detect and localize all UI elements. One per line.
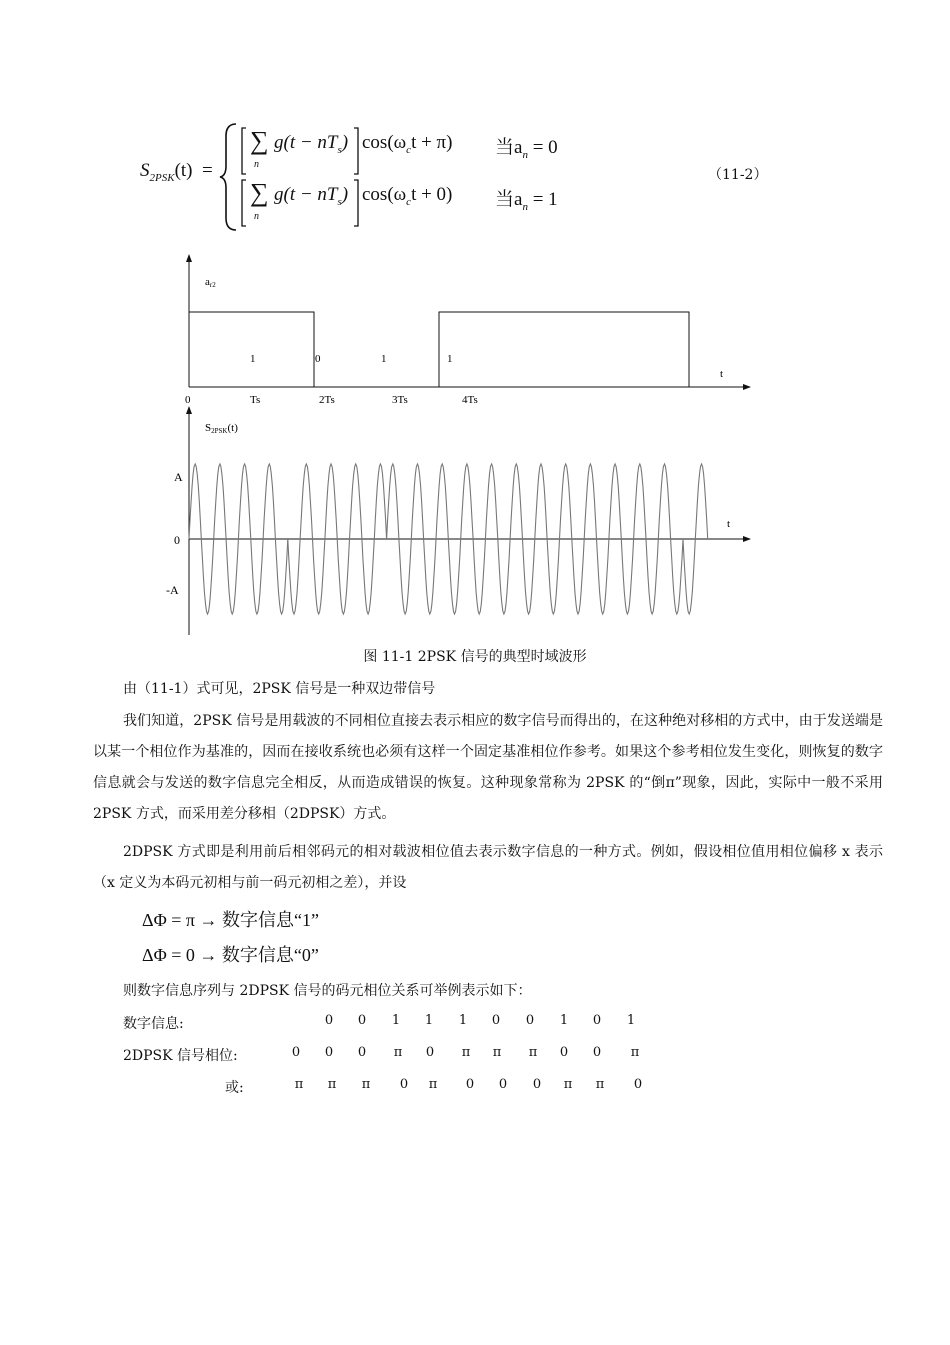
top-tick-label: 2Ts [319,394,335,406]
table-cell: π [492,1045,502,1060]
table-cell: 0 [357,1045,367,1060]
table-cell: 1 [424,1013,434,1028]
equation-number: （11-2） [708,167,768,183]
paragraph-3 [93,837,883,899]
level-a: A [174,470,183,484]
top-tick-label: Ts [250,394,261,406]
table-cell: 0 [465,1077,475,1092]
cos-term-2 [362,184,452,208]
condition-1 [495,132,558,161]
paragraph-1-text: 由（11-1）式可见，2PSK 信号是一种双边带信号 [123,681,436,697]
formula-lhs: $S_{2PSK}(t)$ = [140,160,213,184]
level-minus-a: -A [166,583,179,597]
top-bit-label: 1 [381,353,387,365]
table-cell: 0 [559,1045,569,1060]
row-label-info: 数字信息: [123,1016,184,1032]
formula-lhs-symbol: S [140,160,150,181]
table-cell: 1 [559,1013,569,1028]
sum-body-2 [274,184,348,208]
row-label-alt: 或: [225,1080,244,1096]
sum-index: n [254,159,259,170]
formula-delta-pi: ΔΦ = π → 数字信息“1” [142,910,319,930]
cos-term-1 [362,132,452,156]
sum-body-text: g(t − nT [274,132,338,153]
table-cell: 0 [633,1077,643,1092]
condition-2 [495,184,558,213]
table-cell: π [528,1045,538,1060]
table-cell: π [461,1045,471,1060]
paragraph-1 [93,674,883,705]
table-cell: π [428,1077,438,1092]
row-label-phase: 2DPSK 信号相位: [123,1048,238,1064]
table-cell: π [563,1077,573,1092]
sum-body-close: ) [341,132,349,153]
condition-1-text: 当a [495,137,523,158]
formula-11-2 [140,122,740,232]
table-cell: 0 [525,1013,535,1028]
table-cell: π [595,1077,605,1092]
table-cell: 0 [592,1013,602,1028]
condition-2-text: 当a [495,189,523,210]
cos-1-rest: t + π) [411,132,453,153]
sum-body-2-close: ) [341,184,349,205]
table-cell: 1 [626,1013,636,1028]
figure-caption: 图 11-1 2PSK 信号的典型时域波形 [363,649,587,665]
table-cell: π [361,1077,371,1092]
condition-1-subscript: n [522,148,528,161]
sum-body [274,132,348,156]
cos-1-text: cos(ω [362,132,407,153]
table-cell: 0 [491,1013,501,1028]
top-bit-label: 1 [447,353,453,365]
top-tick-label: 4Ts [462,394,478,406]
cos-1-subscript: c [406,143,412,156]
paragraph-2 [93,706,883,830]
top-bit-labels [250,353,453,365]
table-cell: π [294,1077,304,1092]
cos-2-text: cos(ω [362,184,407,205]
formula-delta-zero: ΔΦ = 0 → 数字信息“0” [142,945,319,965]
sum-symbol: ∑ [250,126,269,155]
table-cell: 0 [324,1013,334,1028]
table-cell: π [393,1045,403,1060]
top-bit-label: 0 [315,353,321,365]
figure-11-1 [0,245,950,640]
table-cell: 0 [425,1045,435,1060]
table-cell: π [630,1045,640,1060]
table-cell: 0 [357,1013,367,1028]
top-xlabel: t [720,368,724,380]
level-zero: 0 [174,533,180,547]
table-cell: 0 [498,1077,508,1092]
formula-lhs-subscript: 2PSK [149,171,175,184]
table-cell: 0 [592,1045,602,1060]
top-tick-labels [250,394,478,406]
table-cell: 0 [399,1077,409,1092]
top-origin: 0 [185,394,191,406]
paragraph-3-text: 2DPSK 方式即是利用前后相邻码元的相对载波相位值去表示数字信息的一种方式。例如，假设相位值用相位偏移 x 表示（x 定义为本码元初相与前一码元初相之差），并设 [93,844,883,891]
sum-symbol-2: ∑ [250,178,269,207]
top-step-waveform [189,312,689,387]
sum-body-2-subscript: s [337,195,342,208]
top-ylabel: ar2 [205,276,216,289]
cos-2-rest: t + 0) [411,184,453,205]
top-bit-label: 1 [250,353,256,365]
top-tick-label: 3Ts [392,394,408,406]
sum-body-subscript: s [337,143,342,156]
table-cell: 1 [391,1013,401,1028]
table-cell: π [327,1077,337,1092]
sum-index-2: n [254,211,259,222]
table-cell: 0 [532,1077,542,1092]
paragraph-4-text: 则数字信息序列与 2DPSK 信号的码元相位关系可举例表示如下： [123,983,532,999]
table-cell: 0 [291,1045,301,1060]
table-cell: 1 [458,1013,468,1028]
formula-lhs-argument: (t) [174,160,193,181]
condition-2-rest: = 1 [527,189,558,210]
condition-1-rest: = 0 [527,137,558,158]
bottom-ylabel: S2PSK(t) [205,422,238,435]
bottom-xlabel: t [727,518,731,530]
table-cell: 0 [324,1045,334,1060]
sum-body-2-text: g(t − nT [274,184,338,205]
cos-2-subscript: c [406,195,412,208]
paragraph-2-text: 我们知道，2PSK 信号是用载波的不同相位直接去表示相应的数字信号而得出的，在这种绝对移相的方式中，由于发送端是以某一个相位作为基准的，因而在接收系统也必须有这样一个固定基准相位作参考。如果这个参考相位发生变化，则恢复的数字信息就会与发送的数字信息完全相反，从而造成错误的恢复。这种现象常称为 2PSK 的“倒π”现象，因此，实际中一般不采用 2PSK 方式，而采用差分移相（2DPSK）方式。 [93,713,883,822]
formula-brace [218,122,240,232]
condition-2-subscript: n [522,200,528,213]
paragraph-4 [93,976,883,1007]
